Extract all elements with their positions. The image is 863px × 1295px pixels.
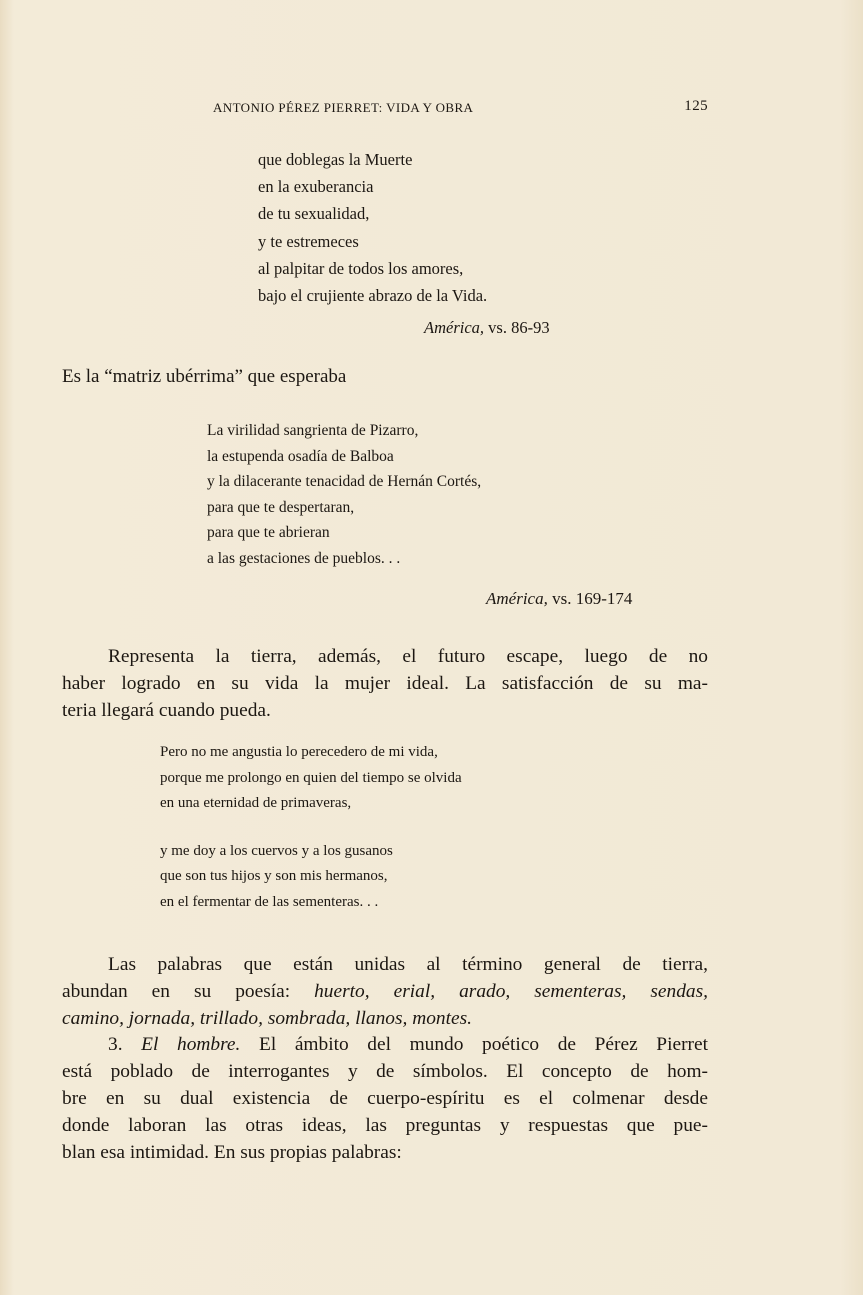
poem-line: Pero no me angustia lo perecedero de mi vida, (160, 744, 438, 760)
paragraph-line: blan esa intimidad. En sus propias palabras: (62, 1141, 402, 1163)
intro-line: Es la “matriz ubérrima” que esperaba (62, 366, 347, 387)
paragraph-line: bre en su dual existencia de cuerpo-espíritu es el colmenar desde (62, 1087, 708, 1109)
term: arado, (459, 980, 511, 1002)
citation-work: América, (424, 318, 485, 337)
paragraph-line: está poblado de interrogantes y de símbolos. El concepto de hom- (62, 1061, 708, 1083)
paragraph-line: donde laboran las otras ideas, las preguntas y respuestas que pue- (62, 1114, 708, 1136)
poem-line: a las gestaciones de pueblos. . . (207, 549, 401, 567)
poem-line: y me doy a los cuervos y a los gusanos (160, 842, 393, 859)
poem-excerpt-1 (258, 146, 487, 309)
paragraph-line (62, 1032, 708, 1059)
paragraph-text: El ámbito del mundo poético de Pérez Pierret (258, 1034, 708, 1056)
poem-line: en una eternidad de primaveras, (160, 795, 352, 811)
term: jornada, (128, 1007, 196, 1029)
section-number: 3. (108, 1034, 123, 1056)
citation-2 (486, 589, 632, 609)
citation-verses: vs. 169-174 (552, 589, 633, 608)
term: erial, (393, 980, 436, 1002)
poem-line: para que te despertaran, (207, 498, 355, 516)
term: sendas, (650, 980, 708, 1002)
paragraph-line (62, 979, 708, 1006)
poem-line: que son tus hijos y son mis hermanos, (160, 868, 388, 884)
poem-line: para que te abrieran (207, 524, 330, 541)
poem-excerpt-3 (160, 740, 462, 915)
poem-line: y te estremeces (258, 231, 359, 251)
running-title: ANTONIO PÉREZ PIERRET: VIDA Y OBRA (213, 100, 474, 115)
citation-verses: vs. 86-93 (488, 318, 550, 337)
paragraph-text: abundan en su poesía: (62, 980, 315, 1002)
term: huerto, (314, 980, 370, 1002)
paragraph-line (62, 1006, 708, 1033)
poem-line: La virilidad sangrienta de Pizarro, (207, 422, 419, 439)
term: montes. (412, 1007, 473, 1029)
page-number: 125 (684, 98, 708, 114)
poem-line: porque me prolongo en quien del tiempo se olvida (160, 769, 462, 786)
poem-line: la estupenda osadía de Balboa (207, 447, 394, 465)
term: sementeras, (534, 980, 627, 1002)
term: sombrada, (267, 1007, 351, 1029)
paragraph-1 (62, 644, 708, 724)
poem-line: que doblegas la Muerte (258, 150, 413, 169)
paragraph-line: Las palabras que están unidas al término general de tierra, (108, 954, 708, 975)
poem-line: en la exuberancia (258, 177, 374, 197)
citation-work: América, (486, 589, 548, 608)
term: trillado, (199, 1007, 263, 1029)
poem-line: y la dilacerante tenacidad de Hernán Cortés, (207, 473, 482, 490)
term: camino, (62, 1007, 124, 1029)
stanza-break (160, 817, 462, 839)
poem-line: en el fermentar de las sementeras. . . (160, 893, 379, 910)
poem-excerpt-2 (207, 418, 481, 571)
poem-line: bajo el crujiente abrazo de la Vida. (258, 286, 488, 306)
paragraph-line: Representa la tierra, además, el futuro escape, luego de no (108, 646, 708, 667)
section-heading: El hombre. (141, 1034, 241, 1056)
citation-1 (424, 318, 550, 338)
poem-line: al palpitar de todos los amores, (258, 258, 464, 278)
term: llanos, (355, 1007, 408, 1029)
paragraph-line: haber logrado en su vida la mujer ideal. La satisfacción de su ma- (62, 672, 708, 694)
paragraph-line: teria llegará cuando pueda. (62, 699, 271, 721)
poem-line: de tu sexualidad, (258, 204, 370, 224)
paragraph-2 (62, 952, 708, 1166)
